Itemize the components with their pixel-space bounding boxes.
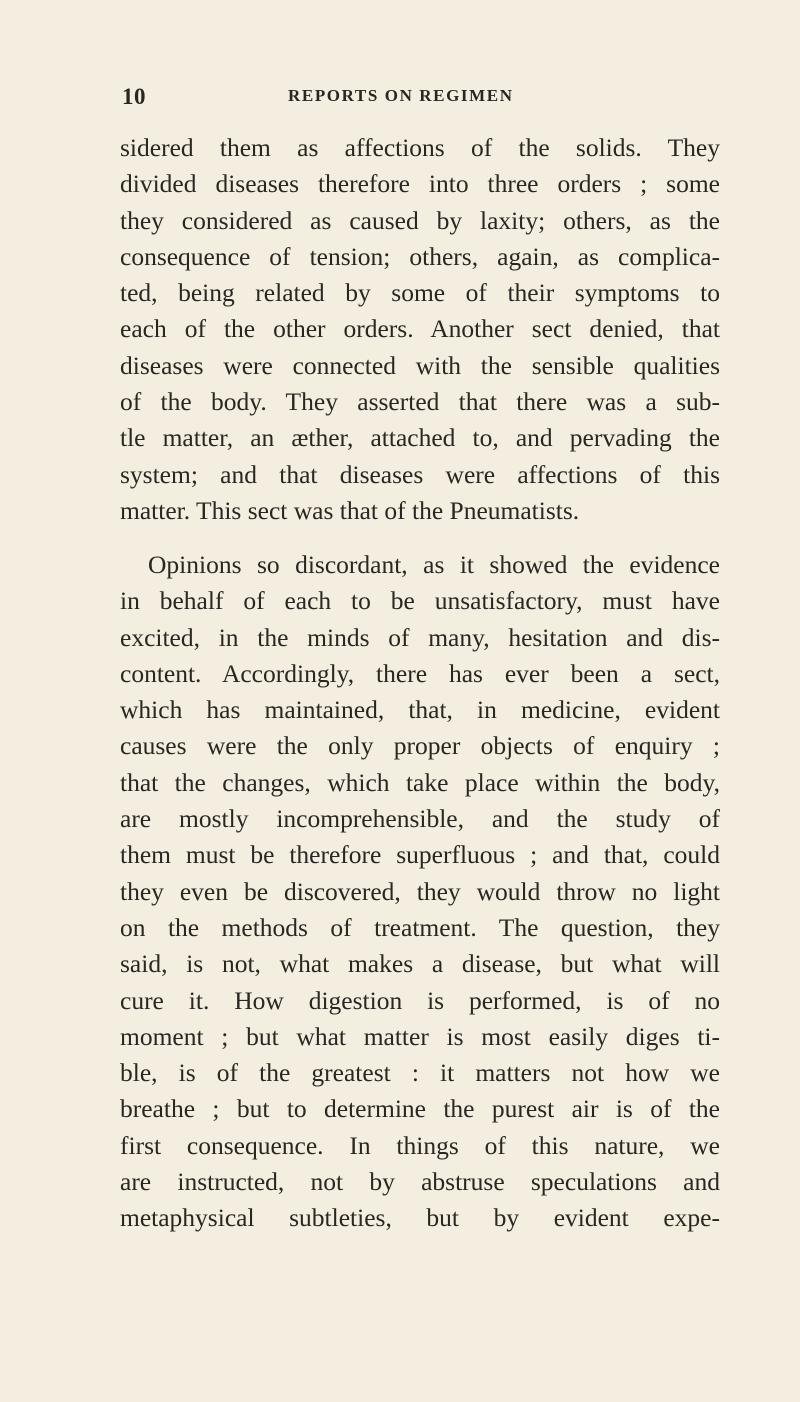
text-line: metaphysical subtleties, but by evident expe-	[120, 1203, 720, 1233]
text-line: on the methods of treatment. The question, they	[120, 912, 720, 942]
text-line: breathe ; but to determine the purest air is of the	[120, 1094, 720, 1124]
text-line: system; and that diseases were affections of this	[120, 459, 720, 489]
text-line: sidered them as affections of the solids. They	[120, 133, 720, 162]
text-line: in behalf of each to be unsatisfactory, must have	[120, 586, 720, 616]
text-line: which has maintained, that, in medicine, evident	[120, 695, 720, 725]
text-line: them must be therefore superfluous ; and that, could	[120, 840, 720, 870]
text-line: tle matter, an æther, attached to, and pervading the	[120, 423, 720, 453]
page-number: 10	[122, 84, 146, 109]
text-line: content. Accordingly, there has ever been a sect,	[120, 658, 720, 688]
text-line: said, is not, what makes a disease, but what will	[120, 949, 720, 979]
text-line: they considered as caused by laxity; others, as the	[120, 205, 720, 235]
text-line: each of the other orders. Another sect denied, that	[120, 314, 720, 344]
page-header	[118, 84, 718, 112]
text-line: ted, being related by some of their symptoms to	[120, 278, 720, 308]
running-head: REPORTS ON REGIMEN	[288, 86, 514, 105]
text-line: consequence of tension; others, again, as complica-	[120, 241, 720, 271]
text-line: diseases were connected with the sensible qualities	[120, 350, 720, 380]
text-line: they even be discovered, they would throw no light	[120, 876, 720, 906]
text-line: cure it. How digestion is performed, is of no	[120, 985, 720, 1015]
text-line: causes were the only proper objects of enquiry ;	[120, 731, 720, 761]
text-line: divided diseases therefore into three orders ; some	[120, 169, 720, 199]
text-line: first consequence. In things of this nature, we	[120, 1130, 720, 1160]
text-line: are mostly incomprehensible, and the study of	[120, 804, 720, 834]
text-line: moment ; but what matter is most easily diges ti-	[120, 1021, 720, 1051]
text-line: ble, is of the greatest : it matters not how we	[120, 1058, 720, 1088]
paragraph-2	[120, 547, 720, 1237]
text-line: of the body. They asserted that there was a sub-	[120, 387, 720, 417]
text-line: are instructed, not by abstruse speculations and	[120, 1167, 720, 1197]
text-line: Opinions so discordant, as it showed the evidence	[148, 550, 720, 579]
paragraph-1	[120, 130, 720, 529]
text-line: matter. This sect was that of the Pneumatists.	[120, 495, 580, 525]
text-line: excited, in the minds of many, hesitation and dis-	[120, 622, 720, 652]
text-line: that the changes, which take place within the body,	[120, 767, 720, 797]
